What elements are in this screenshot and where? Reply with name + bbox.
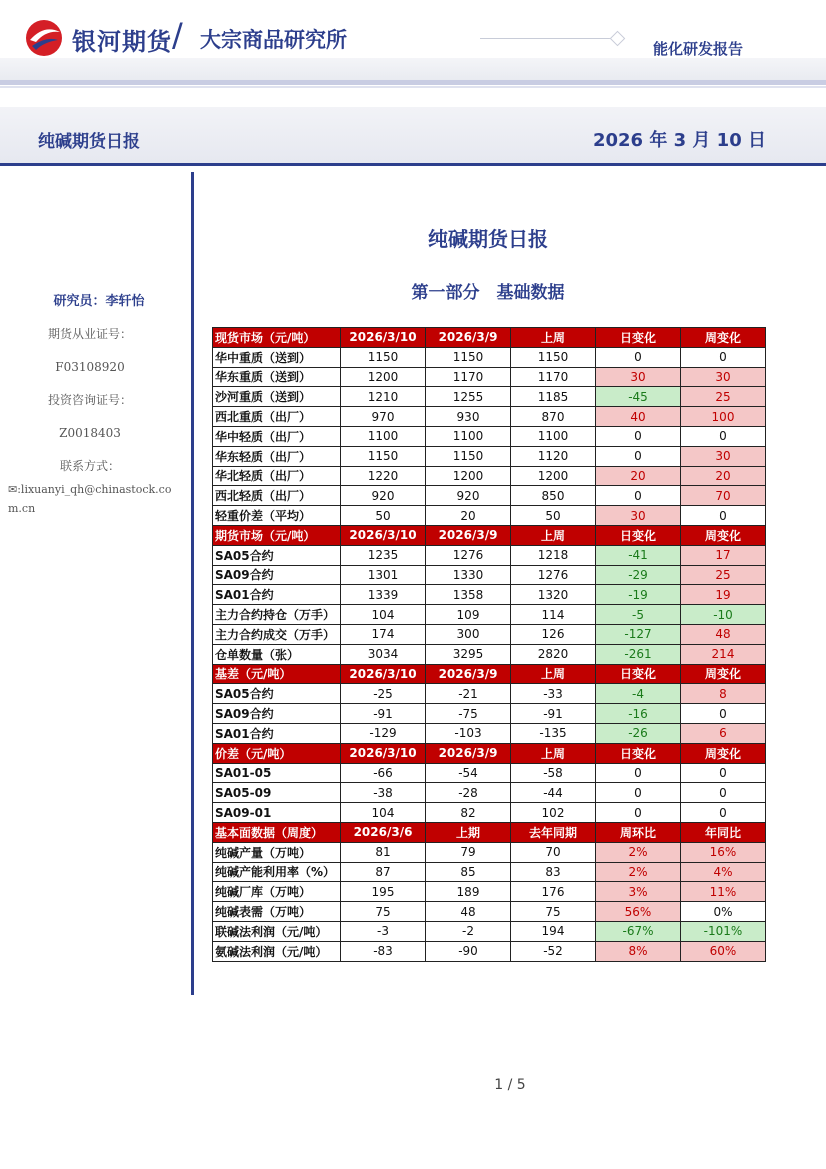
- column-header: 2026/3/9: [426, 328, 511, 348]
- table-cell: -28: [426, 783, 511, 803]
- table-cell: 1276: [426, 545, 511, 565]
- column-header: 日变化: [596, 328, 681, 348]
- table-cell: 85: [426, 862, 511, 882]
- column-header: 2026/3/10: [341, 328, 426, 348]
- row-label: 仓单数量（张）: [213, 644, 341, 664]
- table-row: [213, 347, 766, 367]
- table-cell: 1120: [511, 446, 596, 466]
- table-cell: 1150: [341, 347, 426, 367]
- table-cell: 75: [511, 902, 596, 922]
- column-header: 日变化: [596, 664, 681, 684]
- table-cell: 195: [341, 882, 426, 902]
- row-label: 华中轻质（出厂）: [213, 426, 341, 446]
- table-cell: -45: [596, 387, 681, 407]
- row-label: 纯碱厂库（万吨）: [213, 882, 341, 902]
- table-cell: 19: [681, 585, 766, 605]
- table-cell: 81: [341, 842, 426, 862]
- column-header: 周环比: [596, 822, 681, 842]
- table-cell: 870: [511, 407, 596, 427]
- table-cell: -25: [341, 684, 426, 704]
- table-cell: 83: [511, 862, 596, 882]
- table-cell: 0%: [681, 902, 766, 922]
- table-cell: 11%: [681, 882, 766, 902]
- row-label: 纯碱表需（万吨）: [213, 902, 341, 922]
- table-row: [213, 763, 766, 783]
- table-row: [213, 545, 766, 565]
- row-label: 西北重质（出厂）: [213, 407, 341, 427]
- table-cell: 1210: [341, 387, 426, 407]
- row-label: SA05合约: [213, 545, 341, 565]
- data-table: [212, 327, 766, 962]
- table-cell: 3034: [341, 644, 426, 664]
- table-cell: 1170: [511, 367, 596, 387]
- column-header: 上周: [511, 743, 596, 763]
- column-header: 日变化: [596, 525, 681, 545]
- column-header: 去年同期: [511, 822, 596, 842]
- table-cell: 174: [341, 624, 426, 644]
- column-header: 上周: [511, 525, 596, 545]
- column-header: 上周: [511, 664, 596, 684]
- table-row: [213, 783, 766, 803]
- table-row: [213, 486, 766, 506]
- row-label: 华东重质（送到）: [213, 367, 341, 387]
- table-cell: 75: [341, 902, 426, 922]
- table-row: [213, 704, 766, 724]
- table-cell: -29: [596, 565, 681, 585]
- table-cell: -135: [511, 723, 596, 743]
- table-row: [213, 466, 766, 486]
- column-header: 周变化: [681, 328, 766, 348]
- column-header: 2026/3/6: [341, 822, 426, 842]
- table-cell: 100: [681, 407, 766, 427]
- column-header: 2026/3/10: [341, 664, 426, 684]
- table-row: [213, 585, 766, 605]
- row-label: SA05合约: [213, 684, 341, 704]
- row-label: 华东轻质（出厂）: [213, 446, 341, 466]
- row-label: 轻重价差（平均）: [213, 506, 341, 526]
- table-cell: 1301: [341, 565, 426, 585]
- table-cell: -90: [426, 941, 511, 961]
- section-title: 第一部分 基础数据: [411, 283, 565, 303]
- table-row: [213, 723, 766, 743]
- table-row: [213, 921, 766, 941]
- table-cell: -261: [596, 644, 681, 664]
- column-header: 2026/3/9: [426, 525, 511, 545]
- table-row: [213, 902, 766, 922]
- table-cell: 1150: [341, 446, 426, 466]
- table-cell: 30: [681, 446, 766, 466]
- table-cell: 4%: [681, 862, 766, 882]
- row-label: SA01合约: [213, 723, 341, 743]
- row-label: SA05-09: [213, 783, 341, 803]
- author-sidebar: [0, 285, 180, 483]
- table-row: [213, 624, 766, 644]
- section-header-label: 基本面数据（周度）: [213, 822, 341, 842]
- table-cell: -129: [341, 723, 426, 743]
- table-cell: 3%: [596, 882, 681, 902]
- table-cell: 0: [596, 446, 681, 466]
- table-cell: 1339: [341, 585, 426, 605]
- brand-name: 银河期货: [72, 28, 172, 56]
- table-cell: 0: [596, 763, 681, 783]
- table-cell: 0: [681, 426, 766, 446]
- row-label: SA09合约: [213, 565, 341, 585]
- table-cell: 0: [681, 347, 766, 367]
- table-cell: 104: [341, 605, 426, 625]
- table-cell: 1218: [511, 545, 596, 565]
- table-cell: 0: [596, 486, 681, 506]
- table-cell: 920: [426, 486, 511, 506]
- table-cell: -103: [426, 723, 511, 743]
- header-divider: /: [172, 16, 183, 54]
- table-cell: 50: [511, 506, 596, 526]
- table-cell: 1330: [426, 565, 511, 585]
- table-cell: -41: [596, 545, 681, 565]
- table-cell: 850: [511, 486, 596, 506]
- advisor-label: 投资咨询证号：: [47, 393, 132, 407]
- table-cell: -54: [426, 763, 511, 783]
- doc-title: 纯碱期货日报: [38, 132, 140, 152]
- company-logo-icon: [22, 18, 66, 58]
- section-header-label: 期货市场（元/吨）: [213, 525, 341, 545]
- table-row: [213, 506, 766, 526]
- table-cell: 2820: [511, 644, 596, 664]
- table-cell: 1320: [511, 585, 596, 605]
- column-header: 2026/3/9: [426, 664, 511, 684]
- table-cell: 56%: [596, 902, 681, 922]
- table-row: [213, 565, 766, 585]
- report-type: 能化研发报告: [653, 40, 744, 58]
- table-cell: 79: [426, 842, 511, 862]
- table-cell: 60%: [681, 941, 766, 961]
- contact-email[interactable]: [8, 480, 180, 518]
- table-row: [213, 684, 766, 704]
- table-cell: -101%: [681, 921, 766, 941]
- mail-icon: ✉: [8, 483, 18, 496]
- row-label: SA01-05: [213, 763, 341, 783]
- table-cell: 114: [511, 605, 596, 625]
- row-label: 纯碱产量（万吨）: [213, 842, 341, 862]
- column-header: 2026/3/9: [426, 743, 511, 763]
- table-cell: 194: [511, 921, 596, 941]
- table-cell: 20: [426, 506, 511, 526]
- table-cell: -19: [596, 585, 681, 605]
- table-cell: 17: [681, 545, 766, 565]
- section-header-label: 基差（元/吨）: [213, 664, 341, 684]
- section-header-row: [213, 664, 766, 684]
- column-header: 周变化: [681, 743, 766, 763]
- table-cell: 300: [426, 624, 511, 644]
- table-cell: 48: [426, 902, 511, 922]
- table-cell: -26: [596, 723, 681, 743]
- row-label: 西北轻质（出厂）: [213, 486, 341, 506]
- table-cell: -4: [596, 684, 681, 704]
- table-cell: 30: [681, 367, 766, 387]
- section-header-row: [213, 743, 766, 763]
- section-header-label: 现货市场（元/吨）: [213, 328, 341, 348]
- table-cell: 0: [681, 704, 766, 724]
- row-label: 主力合约持仓（万手）: [213, 605, 341, 625]
- decorative-line: [480, 38, 616, 39]
- section-header-label: 价差（元/吨）: [213, 743, 341, 763]
- table-cell: 1100: [511, 426, 596, 446]
- table-cell: 0: [596, 803, 681, 823]
- doc-date: 2026 年 3 月 10 日: [592, 130, 766, 151]
- column-header: 周变化: [681, 664, 766, 684]
- table-cell: 82: [426, 803, 511, 823]
- table-cell: -52: [511, 941, 596, 961]
- table-cell: 0: [596, 426, 681, 446]
- table-cell: 1200: [511, 466, 596, 486]
- table-cell: 0: [596, 783, 681, 803]
- table-cell: 0: [681, 506, 766, 526]
- table-row: [213, 446, 766, 466]
- table-row: [213, 367, 766, 387]
- table-cell: 1150: [511, 347, 596, 367]
- institute-name: 大宗商品研究所: [200, 28, 347, 52]
- table-cell: -91: [341, 704, 426, 724]
- vertical-divider: [191, 172, 194, 995]
- table-cell: 102: [511, 803, 596, 823]
- table-cell: 2%: [596, 862, 681, 882]
- table-cell: 1200: [341, 367, 426, 387]
- table-cell: 70: [681, 486, 766, 506]
- table-cell: 1185: [511, 387, 596, 407]
- table-cell: 48: [681, 624, 766, 644]
- table-cell: 8: [681, 684, 766, 704]
- table-cell: -5: [596, 605, 681, 625]
- table-cell: -38: [341, 783, 426, 803]
- table-row: [213, 842, 766, 862]
- table-cell: -2: [426, 921, 511, 941]
- researcher-name: 研究员：李轩怡: [53, 294, 145, 309]
- table-row: [213, 426, 766, 446]
- row-label: 华北轻质（出厂）: [213, 466, 341, 486]
- row-label: SA01合约: [213, 585, 341, 605]
- table-cell: 2%: [596, 842, 681, 862]
- table-cell: -91: [511, 704, 596, 724]
- table-cell: -66: [341, 763, 426, 783]
- advisor-number: Z0018403: [59, 426, 121, 440]
- table-cell: -75: [426, 704, 511, 724]
- table-cell: 920: [341, 486, 426, 506]
- table-row: [213, 862, 766, 882]
- table-cell: 20: [596, 466, 681, 486]
- row-label: SA09-01: [213, 803, 341, 823]
- table-cell: 3295: [426, 644, 511, 664]
- contact-label: 联系方式：: [59, 459, 120, 473]
- table-row: [213, 605, 766, 625]
- table-cell: 0: [681, 803, 766, 823]
- table-cell: 0: [596, 347, 681, 367]
- table-cell: 6: [681, 723, 766, 743]
- table-cell: -33: [511, 684, 596, 704]
- row-label: 沙河重质（送到）: [213, 387, 341, 407]
- table-cell: 0: [681, 763, 766, 783]
- table-cell: 87: [341, 862, 426, 882]
- table-cell: 8%: [596, 941, 681, 961]
- table-cell: -21: [426, 684, 511, 704]
- table-cell: 1170: [426, 367, 511, 387]
- table-cell: 126: [511, 624, 596, 644]
- column-header: 2026/3/10: [341, 743, 426, 763]
- table-cell: -16: [596, 704, 681, 724]
- column-header: 周变化: [681, 525, 766, 545]
- table-cell: 214: [681, 644, 766, 664]
- section-header-row: [213, 525, 766, 545]
- table-cell: 25: [681, 387, 766, 407]
- table-row: [213, 941, 766, 961]
- table-cell: 1150: [426, 446, 511, 466]
- table-cell: -58: [511, 763, 596, 783]
- table-cell: 20: [681, 466, 766, 486]
- page-header: [0, 0, 826, 165]
- table-row: [213, 644, 766, 664]
- column-header: 上周: [511, 328, 596, 348]
- cert-number: F03108920: [55, 360, 125, 374]
- table-cell: 16%: [681, 842, 766, 862]
- table-cell: 1220: [341, 466, 426, 486]
- table-cell: 1150: [426, 347, 511, 367]
- table-row: [213, 387, 766, 407]
- table-cell: -10: [681, 605, 766, 625]
- column-header: 上期: [426, 822, 511, 842]
- table-cell: -44: [511, 783, 596, 803]
- row-label: 氨碱法利润（元/吨）: [213, 941, 341, 961]
- table-cell: 104: [341, 803, 426, 823]
- table-cell: -67%: [596, 921, 681, 941]
- table-cell: 30: [596, 506, 681, 526]
- table-cell: 189: [426, 882, 511, 902]
- column-header: 年同比: [681, 822, 766, 842]
- table-cell: 109: [426, 605, 511, 625]
- section-header-row: [213, 822, 766, 842]
- table-row: [213, 882, 766, 902]
- row-label: 纯碱产能利用率（%）: [213, 862, 341, 882]
- table-cell: 40: [596, 407, 681, 427]
- table-cell: 1358: [426, 585, 511, 605]
- table-cell: -3: [341, 921, 426, 941]
- table-cell: 1255: [426, 387, 511, 407]
- cert-label: 期货从业证号：: [47, 327, 132, 341]
- table-cell: 176: [511, 882, 596, 902]
- table-cell: 1276: [511, 565, 596, 585]
- table-cell: 1100: [341, 426, 426, 446]
- table-cell: 1235: [341, 545, 426, 565]
- table-cell: 0: [681, 783, 766, 803]
- section-header-row: [213, 328, 766, 348]
- table-cell: 25: [681, 565, 766, 585]
- row-label: SA09合约: [213, 704, 341, 724]
- table-cell: 970: [341, 407, 426, 427]
- row-label: 华中重质（送到）: [213, 347, 341, 367]
- table-cell: 1200: [426, 466, 511, 486]
- table-cell: 930: [426, 407, 511, 427]
- table-cell: 70: [511, 842, 596, 862]
- email-text: :lixuanyi_qh@chinastock.com.cn: [8, 483, 172, 515]
- main-title: 纯碱期货日报: [428, 227, 548, 251]
- table-cell: -83: [341, 941, 426, 961]
- table-cell: 30: [596, 367, 681, 387]
- row-label: 联碱法利润（元/吨）: [213, 921, 341, 941]
- table-row: [213, 407, 766, 427]
- table-row: [213, 803, 766, 823]
- column-header: 2026/3/10: [341, 525, 426, 545]
- page-number: 1 / 5: [494, 1077, 526, 1093]
- table-cell: 50: [341, 506, 426, 526]
- table-cell: 1100: [426, 426, 511, 446]
- row-label: 主力合约成交（万手）: [213, 624, 341, 644]
- table-cell: -127: [596, 624, 681, 644]
- column-header: 日变化: [596, 743, 681, 763]
